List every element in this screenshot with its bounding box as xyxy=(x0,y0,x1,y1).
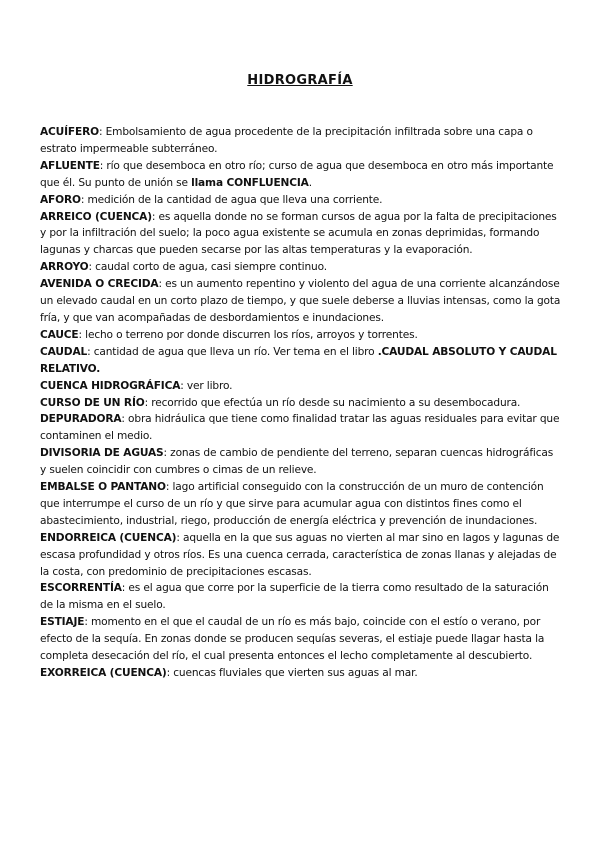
page-title: HIDROGRAFÍA xyxy=(247,73,353,88)
entry-definition: : es un aumento repentino y violento del agua de una corriente alcanzándose un elevado caudal en un corto plazo de tiempo, y que suele deberse a lluvias intensas, como la gota fría, y que van acompañadas de desbordamientos e inundaciones. xyxy=(40,278,561,324)
entry-definition: : recorrido que efectúa un río desde su nacimiento a su desembocadura. xyxy=(144,396,521,409)
entry-term: AFORO xyxy=(40,193,81,206)
entry-term: ENDORREICA (CUENCA) xyxy=(40,531,177,544)
entry-definition: : zonas de cambio de pendiente del terreno, separan cuencas hidrográficas y suelen coincidir con cumbres o cimas de un relieve. xyxy=(40,447,554,477)
entry-definition: : Embolsamiento de agua procedente de la precipitación infiltrada sobre una capa o estrato impermeable subterráneo. xyxy=(40,126,533,155)
entry-term: CAUCE xyxy=(40,328,79,341)
entry-definition: : lago artificial conseguido con la construcción de un muro de contención que interrumpe el curso de un río y que sirve para acumular agua con distintos fines como el abastecimiento, industrial, riego, producción de energía eléctrica y prevención de inundaciones. xyxy=(40,481,544,527)
glossary-entry xyxy=(40,158,562,192)
glossary-entry xyxy=(40,614,562,665)
entry-definition: : río que desemboca en otro río; curso de agua que desemboca en otro más importante que él. Su punto de unión se xyxy=(40,159,554,189)
entry-term: ESTIAJE xyxy=(40,616,85,629)
entry-definition: : medición de la cantidad de agua que lleva una corriente. xyxy=(80,193,383,206)
entry-definition: : es el agua que corre por la superficie de la tierra como resultado de la saturación de la misma en el suelo. xyxy=(40,582,549,612)
entry-emphasis: llama CONFLUENCIA xyxy=(191,176,309,189)
glossary-entry xyxy=(40,411,562,445)
entry-tail: . xyxy=(308,176,312,189)
entry-term: DEPURADORA xyxy=(40,413,122,426)
glossary-entry xyxy=(40,445,562,479)
entry-definition: : obra hidráulica que tiene como finalidad tratar las aguas residuales para evitar que contaminen el medio. xyxy=(40,413,560,443)
entry-term: ARROYO xyxy=(40,261,89,274)
glossary-entry xyxy=(40,344,562,378)
entry-term: CURSO DE UN RÍO xyxy=(40,396,145,409)
glossary-entry xyxy=(40,192,562,209)
glossary-entry xyxy=(40,124,562,158)
entry-term: ARREICO (CUENCA) xyxy=(40,210,152,223)
entry-term: AVENIDA O CRECIDA xyxy=(40,278,159,291)
entry-definition: : cuencas fluviales que vierten sus aguas al mar. xyxy=(166,667,418,679)
glossary-entry xyxy=(40,530,562,581)
entry-term: ESCORRENTÍA xyxy=(40,582,122,595)
glossary-entry xyxy=(40,395,562,412)
glossary-entry xyxy=(40,327,562,344)
entry-definition: : es aquella donde no se forman cursos de agua por la falta de precipitaciones y por la infiltración del suelo; la poco agua existente se acumula en zonas deprimidas, formando lagunas y charcas que pueden secarse por las altas temperaturas y la evaporación. xyxy=(40,210,557,257)
glossary-entry xyxy=(40,580,562,614)
entry-term: ACUÍFERO xyxy=(40,126,99,138)
entry-term: CUENCA HIDROGRÁFICA xyxy=(40,379,181,392)
entry-definition: : aquella en la que sus aguas no vierten al mar sino en lagos y lagunas de escasa profundidad y otros ríos. Es una cuenca cerrada, característica de zonas llanas y alejadas de la costa, con predominio de precipitaciones escasas. xyxy=(40,531,560,578)
glossary-entry xyxy=(40,378,562,395)
glossary-entry xyxy=(40,479,562,530)
glossary-entry xyxy=(40,209,562,260)
entry-definition: : caudal corto de agua, casi siempre continuo. xyxy=(88,261,327,274)
glossary-list xyxy=(40,124,562,682)
entry-term: EMBALSE O PANTANO xyxy=(40,481,166,494)
glossary-entry xyxy=(40,276,562,327)
entry-definition: : lecho o terreno por donde discurren los ríos, arroyos y torrentes. xyxy=(78,328,418,341)
entry-definition: : momento en el que el caudal de un río es más bajo, coincide con el estío o verano, por efecto de la sequía. En zonas donde se producen sequías severas, el estiaje puede llagar hasta la completa desecación del río, el cual presenta entonces el lecho completamente al descubierto. xyxy=(40,616,545,663)
entry-term: AFLUENTE xyxy=(40,159,100,172)
entry-term: DIVISORIA DE AGUAS xyxy=(40,447,164,460)
glossary-entry xyxy=(40,665,562,682)
entry-definition: : ver libro. xyxy=(180,379,233,392)
entry-definition: : cantidad de agua que lleva un río. Ver tema en el libro xyxy=(87,345,378,358)
entry-term: CAUDAL xyxy=(40,345,88,358)
glossary-entry xyxy=(40,259,562,276)
entry-term: EXORREICA (CUENCA) xyxy=(40,667,167,679)
entry-emphasis: .CAUDAL ABSOLUTO Y CAUDAL RELATIVO. xyxy=(40,345,557,375)
